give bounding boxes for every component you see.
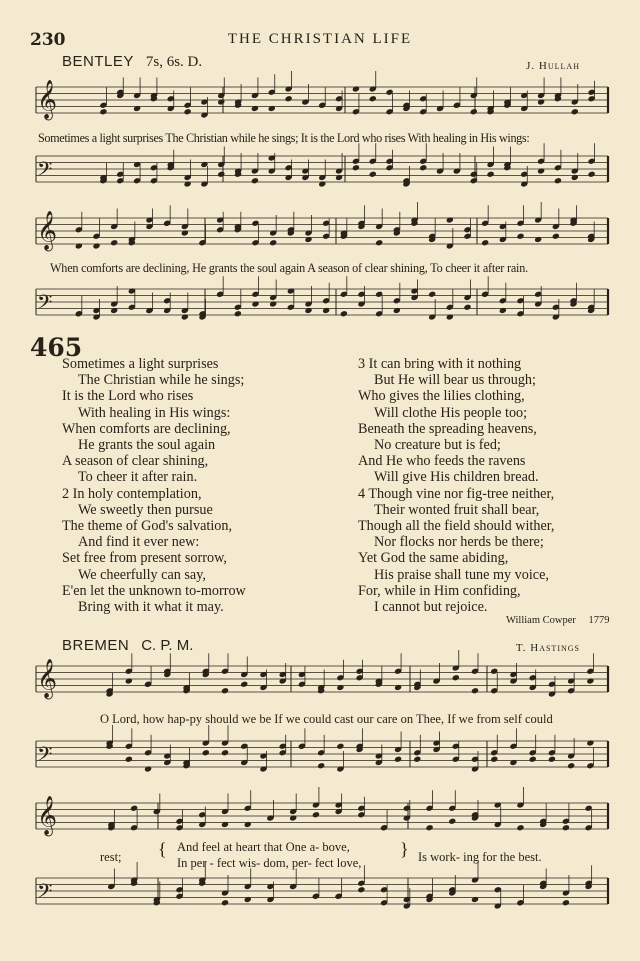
note-head	[99, 108, 107, 115]
treble-clef: 𝄞	[37, 210, 58, 251]
note-head	[419, 164, 427, 171]
note-head	[110, 307, 118, 314]
note-head	[202, 749, 210, 756]
note-head	[318, 180, 326, 187]
note-head	[269, 300, 277, 307]
verses-right-column	[358, 356, 554, 615]
tune2-name: BREMEN	[62, 637, 130, 654]
note-head	[251, 300, 259, 307]
note-head	[221, 899, 229, 906]
note-head	[471, 687, 479, 694]
verse-line: A season of clear shining,	[62, 453, 209, 470]
note-head	[490, 756, 498, 763]
verse-line: And find it ever new:	[78, 534, 200, 551]
note-head	[470, 108, 478, 115]
note-head	[394, 684, 402, 691]
verse-line: The Christian while he sings;	[78, 372, 245, 389]
hymn-attribution	[506, 615, 609, 626]
note-head	[516, 233, 524, 240]
note-head	[285, 95, 293, 102]
verse-line: No creature but is fed;	[374, 437, 501, 454]
note-head	[529, 756, 537, 763]
note-head	[394, 756, 402, 763]
tune2-composer: T. Hastings	[515, 642, 580, 654]
section-title: THE CHRISTIAN LIFE	[227, 31, 413, 47]
note-head	[588, 171, 596, 178]
verse-line: But He will bear us through;	[374, 372, 536, 389]
verse-line: For, while in Him confiding,	[358, 582, 521, 599]
note-head	[352, 85, 360, 92]
note-head	[304, 236, 312, 243]
note-head	[534, 236, 542, 243]
page-number: 230	[30, 30, 66, 50]
note-head	[369, 95, 377, 102]
note-head	[125, 677, 133, 684]
tune2-meter: C. P. M.	[141, 637, 194, 654]
note-head	[340, 310, 348, 317]
verse-line: Nor flocks nor herds be there;	[374, 534, 544, 551]
verse-line: E'en let the unknown to-morrow	[62, 582, 246, 599]
note-head	[322, 307, 330, 314]
tune2-lyric-rest: rest;	[100, 850, 122, 864]
note-head	[571, 108, 579, 115]
treble-clef: 𝄞	[37, 79, 58, 120]
note-head	[336, 743, 344, 750]
note-head	[184, 108, 192, 115]
treble-clef: 𝄞	[37, 658, 58, 699]
hymn-number: 465	[30, 333, 83, 362]
note-head	[312, 811, 320, 818]
verse-line: We cheerfully can say,	[78, 566, 206, 583]
note-head	[251, 177, 259, 184]
note-head	[110, 239, 118, 246]
note-head	[481, 239, 489, 246]
tune-name: BENTLEY	[62, 53, 134, 70]
note-head	[125, 756, 133, 763]
verse-line: I cannot but rejoice.	[374, 599, 488, 616]
note-head	[184, 180, 192, 187]
note-head	[446, 313, 454, 320]
bass-clef: 𝄢	[37, 879, 53, 908]
bass-clef: 𝄢	[37, 290, 53, 319]
bass-clef: 𝄢	[37, 742, 53, 771]
note-head	[537, 98, 545, 105]
note-head	[144, 765, 152, 772]
note-head	[352, 164, 360, 171]
verse-line: 3 It can bring with it nothing	[358, 356, 522, 372]
verse-line: Will clothe His people too;	[374, 404, 528, 421]
note-head	[548, 756, 556, 763]
verse-line: He grants the soul again	[78, 437, 216, 454]
verse-line: With healing in His wings:	[78, 404, 231, 421]
verse-line: The theme of God's salvation,	[62, 518, 233, 535]
note-head	[221, 821, 229, 828]
note-head	[217, 98, 225, 105]
note-head	[92, 242, 100, 249]
note-head	[269, 239, 277, 246]
note-head	[289, 814, 297, 821]
tune2-heading	[62, 637, 193, 655]
note-head	[516, 824, 524, 831]
note-head	[562, 899, 570, 906]
tune2-lyric-line-1: O Lord, how hap-py should we be If we could cast our care on Thee, If we from self could	[100, 712, 553, 726]
verses-left-column	[62, 356, 246, 615]
note-head	[244, 896, 252, 903]
note-head	[133, 105, 141, 112]
verse-line: Who gives the lilies clothing,	[358, 388, 525, 405]
note-head	[217, 171, 225, 178]
verse-line: And He who feeds the ravens	[358, 453, 526, 470]
note-head	[181, 229, 189, 236]
note-head	[336, 684, 344, 691]
note-head	[221, 687, 229, 694]
note-head	[487, 171, 495, 178]
note-head	[393, 307, 401, 314]
note-head	[428, 291, 436, 298]
verse-line: Though all the field should wither,	[358, 518, 555, 535]
note-head	[452, 674, 460, 681]
tune-meter: 7s, 6s. D.	[145, 54, 203, 70]
note-head	[234, 310, 242, 317]
note-head	[586, 677, 594, 684]
note-head	[552, 233, 560, 240]
note-head	[554, 177, 562, 184]
note-head	[251, 105, 259, 112]
brace-right: }	[400, 839, 409, 859]
verse-line: Yet God the same abiding,	[358, 550, 509, 567]
note-head	[586, 739, 594, 746]
verse-line: Will give His children bread.	[374, 469, 539, 486]
tune1-lyric-line-1: Sometimes a light surprises The Christian while he sings; It is the Lord who rises With healing in His wings:	[38, 131, 530, 145]
note-head	[446, 216, 454, 223]
note-head	[181, 313, 189, 320]
treble-clef: 𝄞	[37, 795, 58, 836]
note-head	[413, 756, 421, 763]
note-head	[244, 821, 252, 828]
verse-line: His praise shall tune my voice,	[374, 566, 549, 583]
tune1-lyric-line-2: When comforts are declining, He grants the soul again A season of clear shining, To cheer it after rain.	[50, 261, 528, 275]
verse-line: Set free from present sorrow,	[62, 550, 227, 567]
tune2-lyric-end: Is work- ing for the best.	[418, 850, 542, 864]
note-head	[571, 174, 579, 181]
note-head	[567, 762, 575, 769]
verse-line: When comforts are declining,	[62, 420, 231, 437]
verse-line: Bring with it what it may.	[78, 599, 224, 616]
note-head	[537, 167, 545, 174]
verse-line: Sometimes a light surprises	[62, 356, 219, 372]
note-head	[268, 105, 276, 112]
note-head	[562, 824, 570, 831]
note-head	[448, 818, 456, 825]
verse-line: It is the Lord who rises	[62, 388, 194, 405]
brace-left: {	[158, 839, 167, 859]
note-head	[240, 681, 248, 688]
bass-clef: 𝄢	[37, 157, 53, 186]
note-head	[357, 886, 365, 893]
note-head	[463, 304, 471, 311]
note-head	[317, 762, 325, 769]
note-head	[75, 242, 83, 249]
hymn-author: William Cowper	[506, 615, 576, 626]
note-head	[335, 174, 343, 181]
note-head	[509, 759, 517, 766]
note-head	[375, 239, 383, 246]
tune2-lyric-b: In per - fect wis- dom, per- fect love,	[177, 856, 362, 870]
note-head	[369, 171, 377, 178]
verse-line: Beneath the spreading heavens,	[358, 420, 537, 437]
tune-composer: J. Hullah	[526, 60, 580, 72]
note-head	[304, 307, 312, 314]
hymn-year: 1779	[588, 615, 610, 626]
verse-line: We sweetly then pursue	[78, 501, 213, 518]
note-head	[221, 749, 229, 756]
note-head	[425, 824, 433, 831]
note-head	[471, 896, 479, 903]
tune2-lyric-a: And feel at heart that One a- bove,	[177, 840, 350, 854]
verse-line: Their wonted fruit shall bear,	[374, 501, 540, 518]
note-head	[499, 307, 507, 314]
verse-line: 4 Though vine nor fig-tree neither,	[358, 485, 555, 502]
verse-line: 2 In holy contemplation,	[62, 485, 202, 502]
verse-line: To cheer it after rain.	[78, 469, 198, 486]
